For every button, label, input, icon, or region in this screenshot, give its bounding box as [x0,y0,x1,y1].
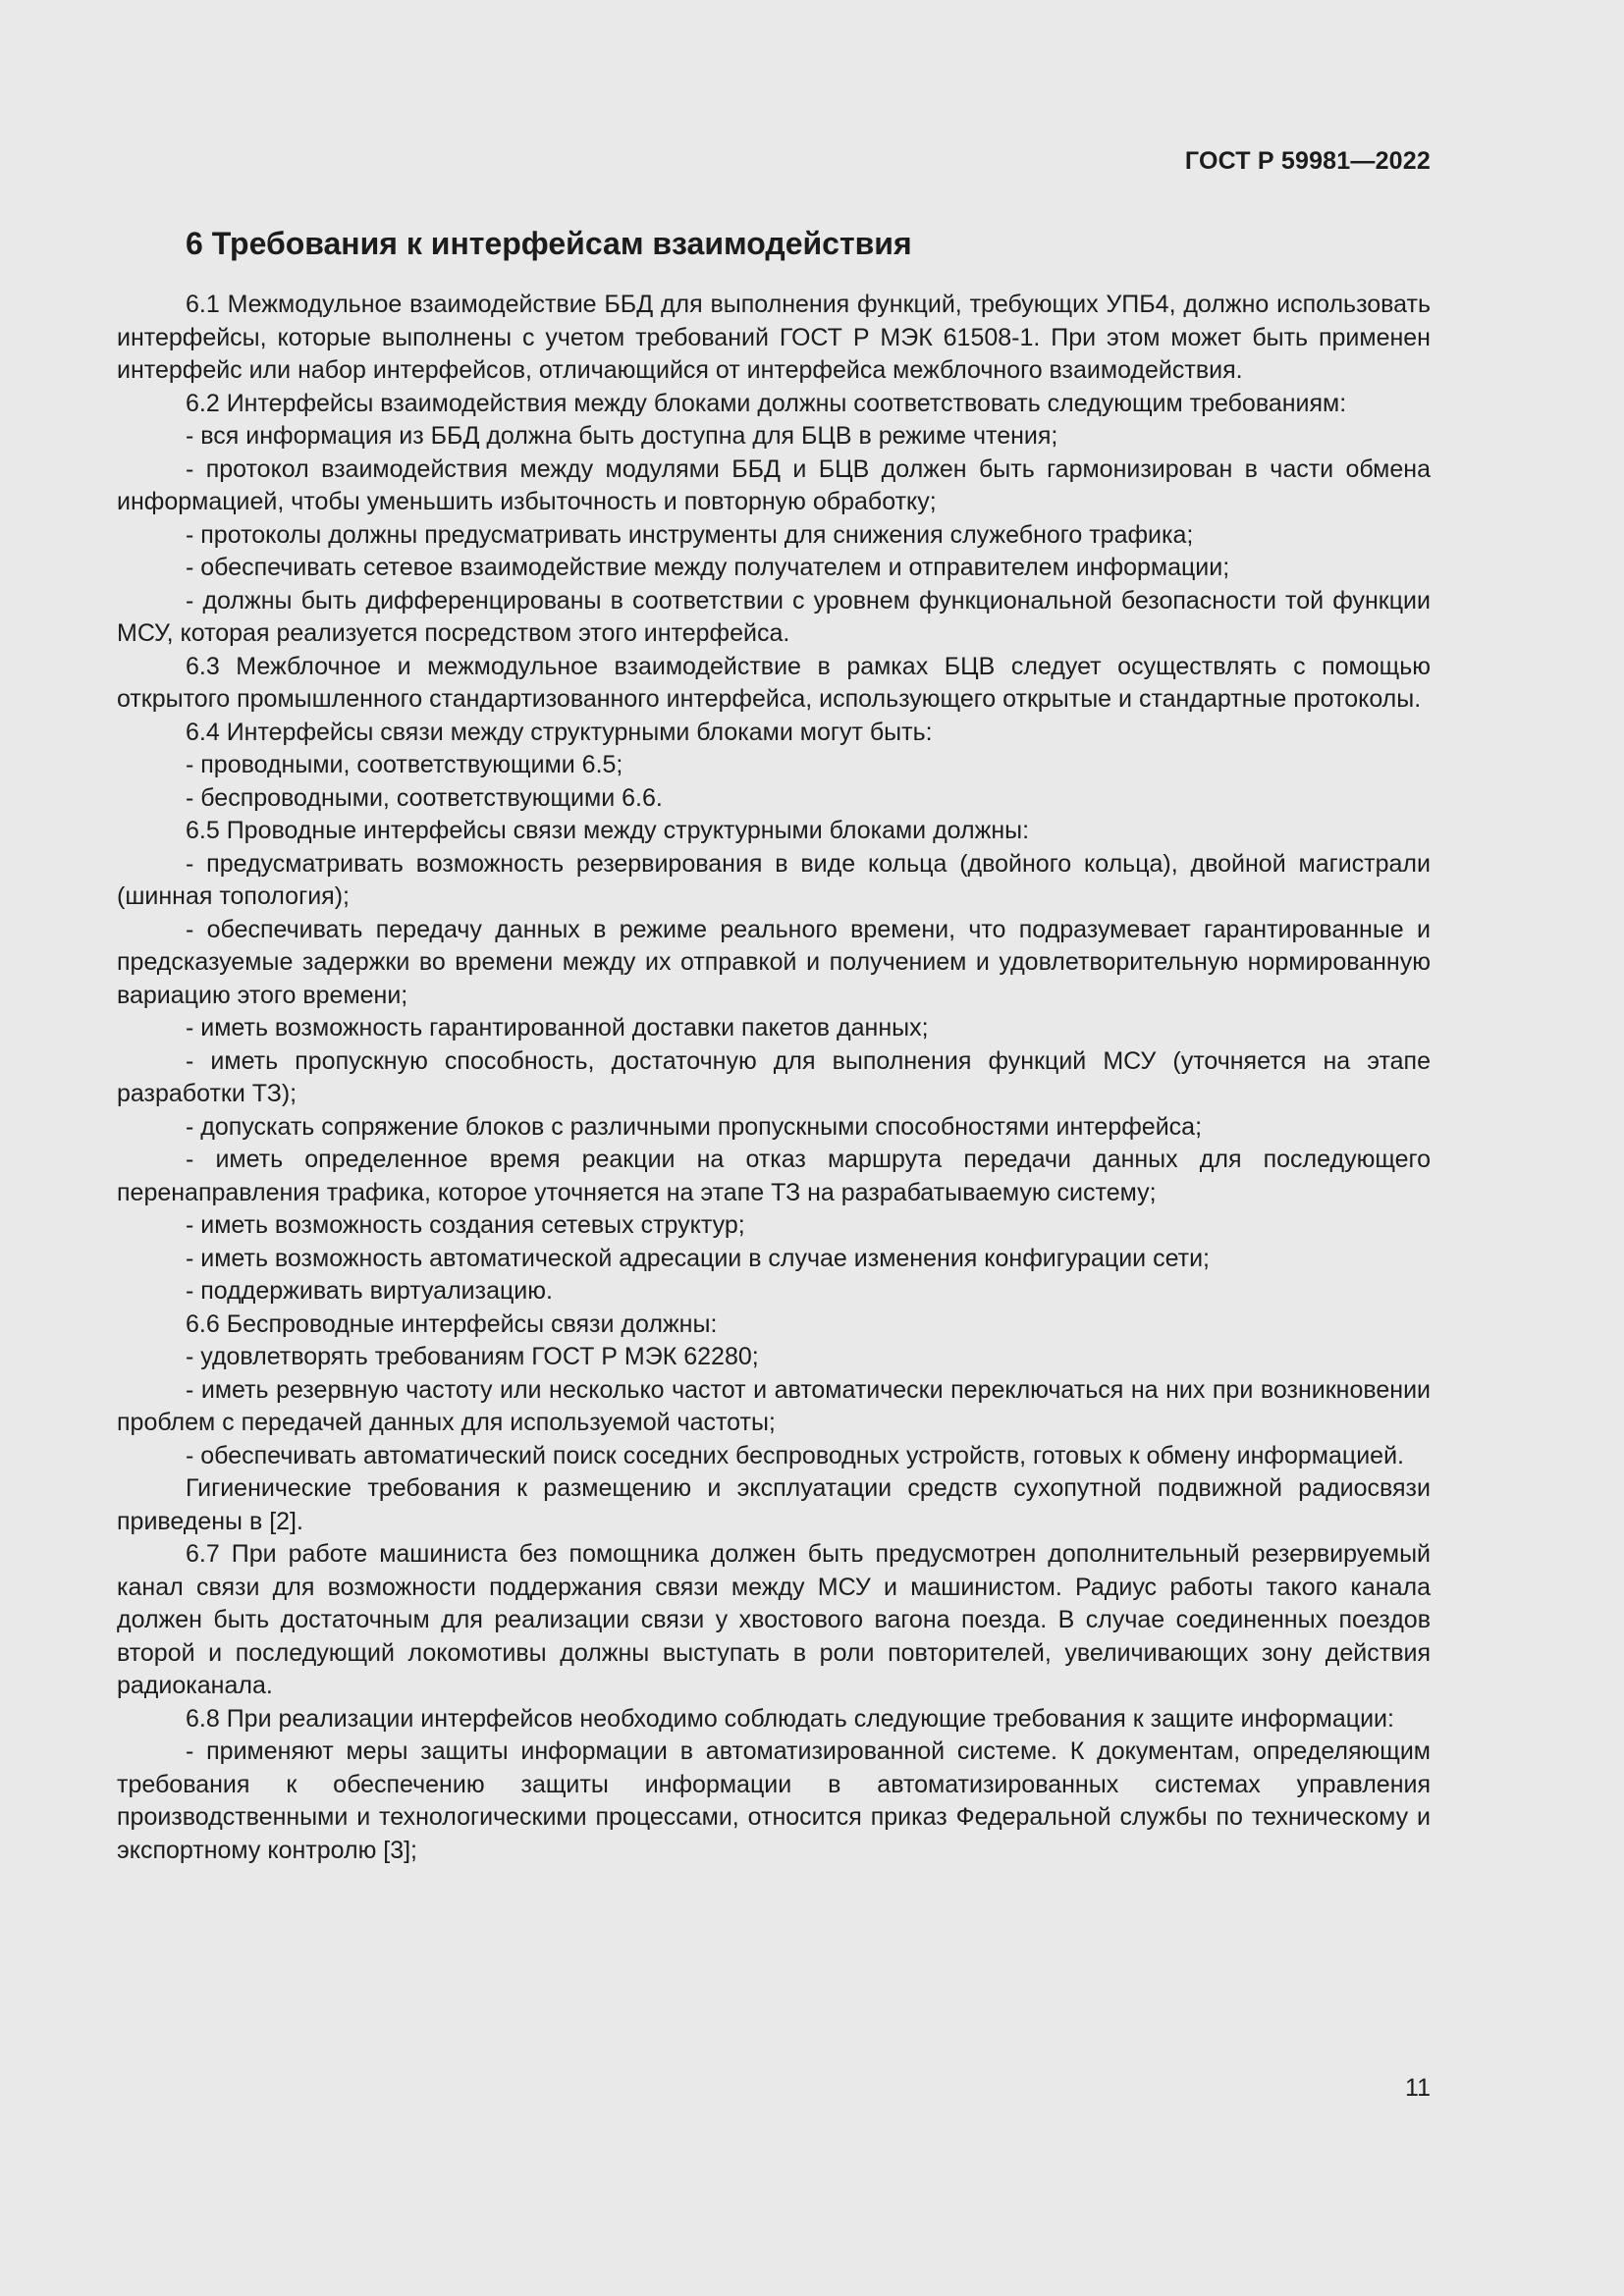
paragraph-6-3: 6.3 Межблочное и межмодульное взаимодействие в рамках БЦВ следует осуществлять с помощью открытого промышленного стандартизованного интерфейса, использующего открытые и стандартные протоколы. [117,652,1431,713]
list-item: - проводными, соответствующими 6.5; [186,751,623,778]
list-item: - обеспечивать передачу данных в режиме реального времени, что подразумевает гарантированные и предсказуемые задержки во времени между их отправкой и получением и удовлетворительную нормированную вариацию этого времени; [117,915,1431,1009]
section-body [117,289,1431,1867]
paragraph-6-6: 6.6 Беспроводные интерфейсы связи должны: [186,1309,718,1338]
paragraph-6-7: 6.7 При работе машиниста без помощника должен быть предусмотрен дополнительный резервируемый канал связи для возможности поддержания связи между МСУ и машинистом. Радиус работы такого канала должен быть достаточным для реализации связи у хвостового вагона поезда. В случае соединенных поездов второй и последующий локомотивы должны выступать в роли повторителей, увеличивающих зону действия радиоканала. [117,1540,1431,1699]
list-item: - иметь возможность создания сетевых структур; [186,1211,745,1239]
list-item: - беспроводными, соответствующими 6.6. [186,783,663,812]
list-item: - иметь определенное время реакции на отказ маршрута передачи данных для последующего перенаправления трафика, которое уточняется на этапе ТЗ на разрабатываемую систему; [117,1146,1431,1206]
document-code-header: ГОСТ Р 59981—2022 [1184,147,1431,175]
paragraph-6-8: 6.8 При реализации интерфейсов необходимо соблюдать следующие требования к защите информации: [186,1704,1394,1733]
list-item: - протоколы должны предусматривать инструменты для снижения служебного трафика; [186,520,1194,549]
list-item: - поддерживать виртуализацию. [186,1277,553,1305]
paragraph-6-4: 6.4 Интерфейсы связи между структурными блоками могут быть: [186,718,933,746]
list-item: - вся информация из ББД должна быть доступна для БЦВ в режиме чтения; [186,422,1058,450]
list-item: - предусматривать возможность резервирования в виде кольца (двойного кольца), двойной магистрали (шинная топология); [117,849,1431,910]
list-item: - допускать сопряжение блоков с различными пропускными способностями интерфейса; [186,1112,1203,1141]
list-item: - обеспечивать автоматический поиск соседних беспроводных устройств, готовых к обмену информацией. [186,1441,1404,1469]
list-item: - иметь резервную частоту или несколько частот и автоматически переключаться на них при возникновении проблем с передачей данных для используемой частоты; [117,1375,1431,1436]
section-title: 6 Требования к интерфейсам взаимодействия [186,226,912,261]
paragraph-6-5: 6.5 Проводные интерфейсы связи между структурными блоками должны: [186,817,1030,844]
list-item: - обеспечивать сетевое взаимодействие между получателем и отправителем информации; [186,554,1230,581]
page-content [117,220,1431,1867]
list-item: - удовлетворять требованиям ГОСТ Р МЭК 62280; [186,1343,759,1370]
list-item: - иметь возможность автоматической адресации в случае изменения конфигурации сети; [186,1244,1211,1272]
list-item: - протокол взаимодействия между модулями ББД и БЦВ должен быть гармонизирован в части обмена информацией, чтобы уменьшить избыточность и повторную обработку; [117,454,1431,515]
paragraph-6-1: 6.1 Межмодульное взаимодействие ББД для выполнения функций, требующих УПБ4, должно использовать интерфейсы, которые выполнены с учетом требований ГОСТ Р МЭК 61508-1. При этом может быть применен интерфейс или набор интерфейсов, отличающийся от интерфейса межблочного взаимодействия. [117,291,1431,384]
paragraph-hygiene-note: Гигиенические требования к размещению и эксплуатации средств сухопутной подвижной радиосвязи приведены в [2]. [117,1474,1431,1535]
list-item: - применяют меры защиты информации в автоматизированной системе. К документам, определяющим требования к обеспечению защиты информации в автоматизированных системах управления производственными и технологическими процессами, относится приказ Федеральной службы по техническому и экспортному контролю [3]; [117,1737,1431,1864]
page-number: 11 [1405,2074,1431,2102]
list-item: - иметь возможность гарантированной доставки пакетов данных; [186,1014,929,1041]
list-item: - иметь пропускную способность, достаточную для выполнения функций МСУ (уточняется на этапе разработки ТЗ); [117,1046,1431,1107]
list-item: - должны быть дифференцированы в соответствии с уровнем функциональной безопасности той функции МСУ, которая реализуется посредством этого интерфейса. [117,586,1431,647]
paragraph-6-2: 6.2 Интерфейсы взаимодействия между блоками должны соответствовать следующим требованиям: [186,389,1347,417]
